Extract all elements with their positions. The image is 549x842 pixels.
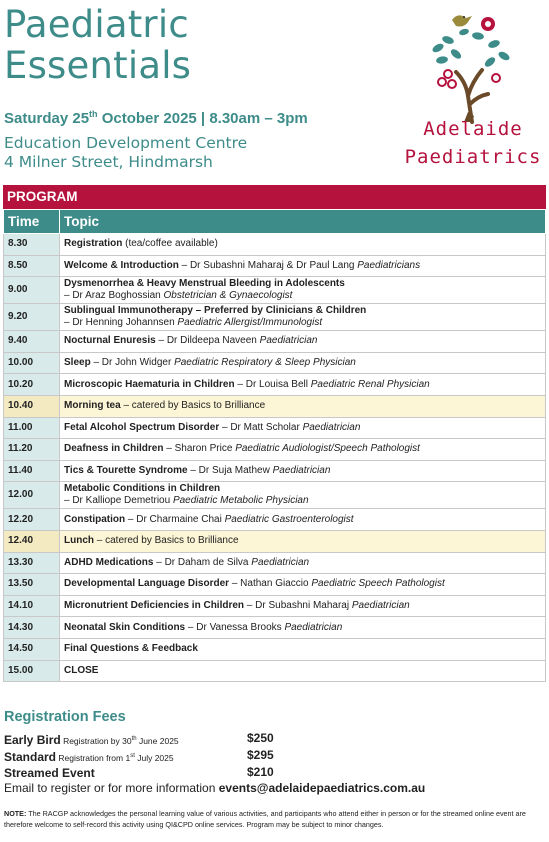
program-row (4, 304, 546, 331)
program-row (4, 439, 546, 461)
session-presenter: – Nathan Giaccio (229, 578, 312, 590)
session-time: 13.30 (4, 552, 60, 574)
session-topic (60, 352, 546, 374)
date-month-year: October 2025 (97, 110, 197, 127)
program-row (4, 530, 546, 552)
session-title: Deafness in Children (64, 443, 164, 455)
program-row (4, 617, 546, 639)
program-row (4, 509, 546, 531)
date-separator: | (196, 110, 210, 127)
presenter-role: Paediatric Speech Pathologist (311, 578, 445, 590)
date-day: Saturday 25 (4, 110, 90, 127)
program-section (3, 185, 546, 682)
column-header-topic: Topic (60, 210, 546, 234)
presenter-role: Paediatrician (351, 600, 410, 612)
session-topic (60, 439, 546, 461)
session-time: 11.00 (4, 417, 60, 439)
session-presenter: – Dr Daham de Silva (153, 556, 252, 568)
session-time: 11.40 (4, 460, 60, 482)
session-time: 10.00 (4, 352, 60, 374)
session-presenter: – Dr Henning Johannsen (64, 317, 178, 329)
session-time: 11.20 (4, 439, 60, 461)
session-presenter: – Dr Suja Mathew (187, 465, 273, 477)
presenter-role: Paediatric Renal Physician (310, 378, 430, 390)
session-presenter: – Dr Dildeepa Naveen (155, 335, 260, 347)
session-time: 14.30 (4, 617, 60, 639)
session-time: 10.20 (4, 374, 60, 396)
fee-note-text: Registration from 1 (56, 752, 131, 763)
racgp-note (4, 809, 544, 830)
session-presenter: – Dr Charmaine Chai (125, 513, 225, 525)
logo-text-line-2: Paediatrics (404, 146, 542, 168)
program-row (4, 374, 546, 396)
program-row (4, 638, 546, 660)
program-row (4, 395, 546, 417)
session-time: 15.00 (4, 660, 60, 682)
session-topic (60, 331, 546, 353)
session-presenter: – Dr Kalliope Demetriou (64, 495, 173, 507)
session-topic (60, 574, 546, 596)
fee-early-bird (4, 731, 179, 747)
session-presenter: – catered by Basics to Brilliance (120, 400, 266, 412)
session-time: 14.50 (4, 638, 60, 660)
session-title: Developmental Language Disorder (64, 578, 230, 590)
session-time: 9.20 (4, 304, 60, 331)
venue-address (4, 134, 247, 172)
page-title (4, 4, 191, 86)
session-time: 12.40 (4, 530, 60, 552)
program-table (3, 209, 546, 682)
session-topic (60, 509, 546, 531)
session-presenter: – Dr Vanessa Brooks (185, 621, 285, 633)
session-title: Tics & Tourette Syndrome (64, 465, 188, 477)
session-title: Fetal Alcohol Spectrum Disorder (64, 421, 220, 433)
session-title: Lunch (64, 535, 94, 547)
fee-streamed-price: $210 (247, 765, 274, 779)
session-topic (60, 552, 546, 574)
fee-streamed (4, 765, 95, 781)
fee-note (61, 736, 179, 746)
fee-note-sup: st (130, 753, 135, 759)
fees-title: Registration Fees (4, 709, 126, 725)
session-presenter: – Dr Subashni Maharaj (244, 600, 352, 612)
program-row (4, 460, 546, 482)
session-title: Neonatal Skin Conditions (64, 621, 186, 633)
session-presenter: – catered by Basics to Brilliance (94, 535, 239, 547)
session-presenter: – Dr Matt Scholar (219, 421, 303, 433)
program-row (4, 331, 546, 353)
session-title: Final Questions & Feedback (64, 643, 198, 655)
session-time: 9.40 (4, 331, 60, 353)
session-topic (60, 234, 546, 256)
program-table-header-row (4, 210, 546, 234)
session-title: Morning tea (64, 400, 121, 412)
date-suffix: th (89, 109, 98, 119)
program-table-body (4, 234, 546, 682)
register-line (4, 781, 425, 795)
fee-name: Standard (4, 749, 57, 764)
presenter-role: Paediatrician (284, 621, 343, 633)
program-row (4, 595, 546, 617)
program-row (4, 234, 546, 256)
session-topic (60, 530, 546, 552)
session-time: 13.50 (4, 574, 60, 596)
session-title: Nocturnal Enuresis (64, 335, 156, 347)
program-header: PROGRAM (3, 185, 546, 209)
session-time: 8.50 (4, 255, 60, 277)
program-row (4, 352, 546, 374)
session-topic (60, 660, 546, 682)
session-topic (60, 482, 546, 509)
fee-early-bird-price: $250 (247, 731, 274, 745)
session-time: 14.10 (4, 595, 60, 617)
session-title: Metabolic Conditions in Children (64, 483, 221, 495)
session-presenter: – Dr Subashni Maharaj & Dr Paul Lang (178, 259, 358, 271)
session-topic (60, 304, 546, 331)
fee-standard (4, 748, 174, 764)
fee-name: Early Bird (4, 732, 61, 747)
session-topic (60, 595, 546, 617)
presenter-role: Paediatrician (259, 335, 318, 347)
event-time: 8.30am – 3pm (209, 110, 308, 127)
session-presenter: – Sharon Price (163, 443, 236, 455)
fee-note-sup: th (131, 736, 137, 742)
session-presenter: – Dr John Widger (90, 357, 175, 369)
fee-note-rest: July 2025 (134, 752, 174, 763)
presenter-role: Paediatrician (272, 465, 331, 477)
session-time: 12.00 (4, 482, 60, 509)
program-row (4, 255, 546, 277)
fee-note (56, 753, 174, 763)
session-title: CLOSE (64, 664, 99, 676)
session-presenter: – Dr Araz Boghossian (64, 290, 164, 302)
session-title: Micronutrient Deficiencies in Children (64, 600, 245, 612)
program-row (4, 552, 546, 574)
register-email-link[interactable]: events@adelaidepaediatrics.com.au (218, 781, 426, 795)
venue-street: 4 Milner Street, Hindmarsh (4, 153, 213, 171)
note-label: NOTE: (4, 809, 27, 818)
session-topic (60, 638, 546, 660)
event-date (4, 109, 308, 127)
program-row (4, 482, 546, 509)
session-topic (60, 255, 546, 277)
program-row (4, 660, 546, 682)
fee-name: Streamed Event (4, 766, 95, 780)
session-topic (60, 395, 546, 417)
session-presenter: – Dr Louisa Bell (234, 378, 311, 390)
program-row (4, 277, 546, 304)
title-line-2: Essentials (4, 44, 192, 87)
session-title: Constipation (64, 513, 126, 525)
title-line-1: Paediatric (4, 3, 189, 46)
session-title: Sublingual Immunotherapy – Preferred by Clinicians & Children (64, 305, 367, 317)
session-time: 12.20 (4, 509, 60, 531)
session-topic (60, 277, 546, 304)
session-title: Sleep (64, 357, 91, 369)
session-title: Welcome & Introduction (64, 259, 179, 271)
presenter-role: Paediatric Respiratory & Sleep Physician (174, 357, 356, 369)
program-row (4, 417, 546, 439)
venue-name: Education Development Centre (4, 134, 248, 152)
column-header-time: Time (4, 210, 60, 234)
presenter-role: Paediatric Audiologist/Speech Pathologist (235, 443, 420, 455)
presenter-role: Paediatric Metabolic Physician (172, 495, 309, 507)
fee-note-rest: June 2025 (136, 735, 179, 746)
session-title: Registration (64, 238, 123, 250)
session-title: ADHD Medications (64, 556, 154, 568)
session-time: 10.40 (4, 395, 60, 417)
fee-standard-price: $295 (247, 748, 274, 762)
presenter-role: Paediatric Gastroenterologist (224, 513, 354, 525)
note-text: The RACGP acknowledges the personal learning value of various activities, and participants who attend either in person or for the streamed online event are therefore welcome to self-record this activity using QI&CPD online services. Program may be subject to minor changes. (4, 809, 526, 829)
session-presenter: (tea/coffee available) (122, 238, 218, 250)
presenter-role: Paediatrician (251, 556, 310, 568)
program-row (4, 574, 546, 596)
presenter-role: Paediatricians (357, 259, 421, 271)
logo-text-line-1: Adelaide (423, 118, 523, 140)
session-topic (60, 417, 546, 439)
register-text: Email to register or for more information (4, 781, 219, 795)
presenter-role: Paediatrician (302, 421, 361, 433)
session-topic (60, 374, 546, 396)
presenter-role: Obstetrician & Gynaecologist (163, 290, 293, 302)
session-time: 8.30 (4, 234, 60, 256)
presenter-role: Paediatric Allergist/Immunologist (177, 317, 323, 329)
session-title: Dysmenorrhea & Heavy Menstrual Bleeding in Adolescents (64, 278, 345, 290)
session-title: Microscopic Haematuria in Children (64, 378, 235, 390)
session-topic (60, 617, 546, 639)
session-time: 9.00 (4, 277, 60, 304)
fee-note-text: Registration by 30 (60, 735, 132, 746)
session-topic (60, 460, 546, 482)
